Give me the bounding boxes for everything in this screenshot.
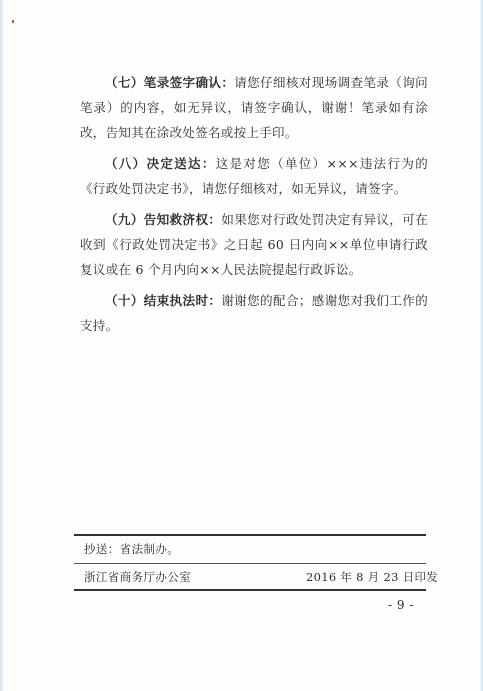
footer-rule-middle — [74, 563, 426, 564]
paragraph-signature-confirmation — [80, 70, 428, 145]
issuing-office: 浙江省商务厅办公室 — [84, 570, 192, 584]
paragraph-closing — [80, 288, 428, 338]
paragraph-text: 请您仔细核对现场调查笔录（询问笔录）的内容，如无异议，请签字确认，谢谢！笔录如有涂改，告知其在涂改处签名或按上手印。 — [80, 75, 428, 140]
page-number: - 9 - — [388, 598, 414, 612]
paragraph-remedy-notice — [80, 207, 428, 282]
paragraph-label: （九）告知救济权： — [105, 212, 222, 227]
footer-rule-top — [74, 534, 426, 536]
cc-line: 抄送：省法制办。 — [84, 542, 180, 556]
paragraph-text: 谢谢您的配合；感谢您对我们工作的支持。 — [80, 293, 428, 333]
paragraph-decision-delivery — [80, 151, 428, 201]
paragraph-label: （七）笔录签字确认： — [105, 75, 235, 90]
paragraph-label: （十）结束执法时： — [105, 293, 222, 308]
page-edge-right — [479, 0, 483, 691]
document-body — [80, 70, 428, 344]
issue-date: 2016 年 8 月 23 日印发 — [306, 570, 439, 584]
scan-mark — [12, 20, 14, 23]
page-edge-left — [0, 0, 4, 691]
paragraph-text: 这是对您（单位）×××违法行为的《行政处罚决定书》，请您仔细核对，如无异议，请签字。 — [80, 156, 428, 196]
paragraph-text: 如果您对行政处罚决定有异议，可在收到《行政处罚决定书》之日起 60 日内向××单位申请行政复议或在 6 个月内向××人民法院提起行政诉讼。 — [80, 212, 428, 277]
paragraph-label: （八）决定送达： — [105, 156, 216, 171]
footer-rule-bottom — [74, 589, 426, 591]
